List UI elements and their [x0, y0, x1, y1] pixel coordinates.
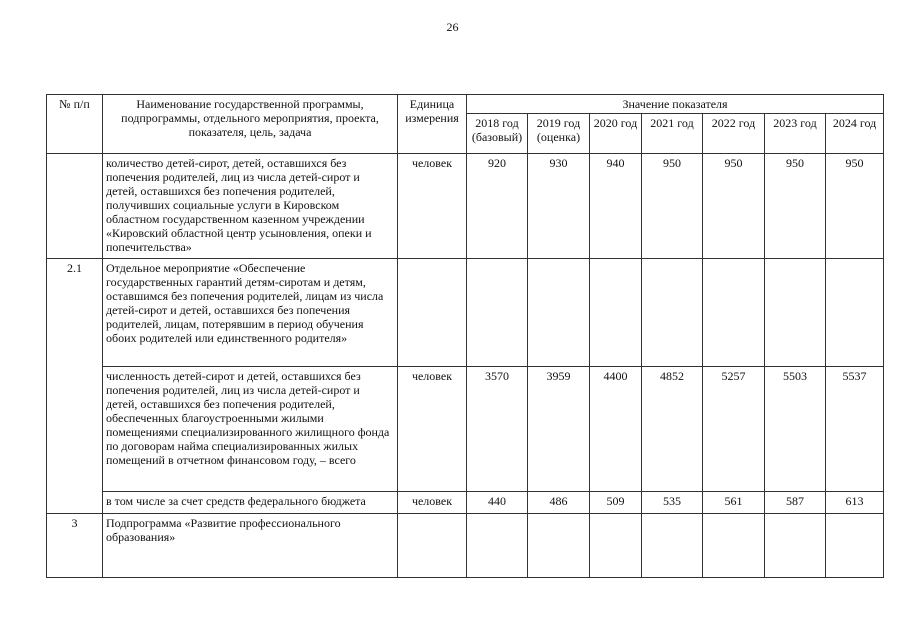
row-value: [642, 259, 703, 367]
page-number: 26: [446, 20, 459, 34]
header-year: 2021 год: [642, 114, 703, 154]
row-value: 587: [765, 492, 826, 514]
header-year: 2024 год: [826, 114, 884, 154]
row-name: Подпрограмма «Развитие профессионального образования»: [103, 514, 398, 578]
row-value: 3959: [528, 367, 590, 492]
row-value: 950: [765, 154, 826, 259]
row-value: [826, 514, 884, 578]
row-value: [590, 259, 642, 367]
row-value: [467, 514, 528, 578]
row-value: [528, 514, 590, 578]
row-value: 3570: [467, 367, 528, 492]
table-row: [47, 367, 884, 492]
row-num: [47, 492, 103, 514]
header-year: 2020 год: [590, 114, 642, 154]
row-unit: человек: [398, 367, 467, 492]
row-unit: человек: [398, 154, 467, 259]
row-name: количество детей-сирот, детей, оставшихся без попечения родителей, лиц из числа детей-сирот и детей, оставшихся без попечения родителей, получивших социальные услуги в Кировском областном государственном казенном учреждении «Кировский областной центр усыновления, опеки и попечительства»: [103, 154, 398, 259]
indicators-table: [46, 94, 884, 578]
row-num: [47, 367, 103, 492]
row-value: [467, 259, 528, 367]
row-value: 613: [826, 492, 884, 514]
row-unit: [398, 514, 467, 578]
row-unit: человек: [398, 492, 467, 514]
row-value: 535: [642, 492, 703, 514]
table-row: [47, 492, 884, 514]
row-value: [826, 259, 884, 367]
row-num: [47, 154, 103, 259]
row-value: 950: [642, 154, 703, 259]
header-unit: Единица измерения: [398, 95, 467, 154]
row-num: 2.1: [47, 259, 103, 367]
table-row: [47, 514, 884, 578]
row-value: 440: [467, 492, 528, 514]
row-value: 4852: [642, 367, 703, 492]
header-year: 2022 год: [703, 114, 765, 154]
header-year: 2018 год (базовый): [467, 114, 528, 154]
row-value: [642, 514, 703, 578]
table-row: [47, 154, 884, 259]
row-value: 950: [826, 154, 884, 259]
header-value-group: Значение показателя: [467, 95, 884, 114]
row-name: численность детей-сирот и детей, оставшихся без попечения родителей, лиц из числа детей-сирот и детей, оставшихся без попечения родителей, обеспеченных благоустроенными жилыми помещениями специализированного жилищного фонда по договорам найма специализированных жилых помещений в отчетном финансовом году, – всего: [103, 367, 398, 492]
row-value: 920: [467, 154, 528, 259]
header-year: 2019 год (оценка): [528, 114, 590, 154]
row-value: 5503: [765, 367, 826, 492]
row-value: [765, 514, 826, 578]
header-name: Наименование государственной программы, подпрограммы, отдельного мероприятия, проекта, показателя, цель, задача: [103, 95, 398, 154]
row-name: в том числе за счет средств федерального бюджета: [103, 492, 398, 514]
row-value: [528, 259, 590, 367]
row-num: 3: [47, 514, 103, 578]
header-year: 2023 год: [765, 114, 826, 154]
row-value: 930: [528, 154, 590, 259]
row-value: 561: [703, 492, 765, 514]
row-value: 940: [590, 154, 642, 259]
row-value: 509: [590, 492, 642, 514]
row-value: [703, 259, 765, 367]
row-value: 5537: [826, 367, 884, 492]
row-value: 486: [528, 492, 590, 514]
row-name: Отдельное мероприятие «Обеспечение государственных гарантий детям-сиротам и детям, оставшимся без попечения родителей, лицам из числа детей-сирот и детей, оставшихся без попечения родителей, лицам, потерявшим в период обучения обоих родителей или единственного родителя»: [103, 259, 398, 367]
row-value: 950: [703, 154, 765, 259]
header-num: № п/п: [47, 95, 103, 154]
row-value: [590, 514, 642, 578]
row-unit: [398, 259, 467, 367]
row-value: 4400: [590, 367, 642, 492]
row-value: [765, 259, 826, 367]
row-value: [703, 514, 765, 578]
table-row: [47, 259, 884, 367]
row-value: 5257: [703, 367, 765, 492]
